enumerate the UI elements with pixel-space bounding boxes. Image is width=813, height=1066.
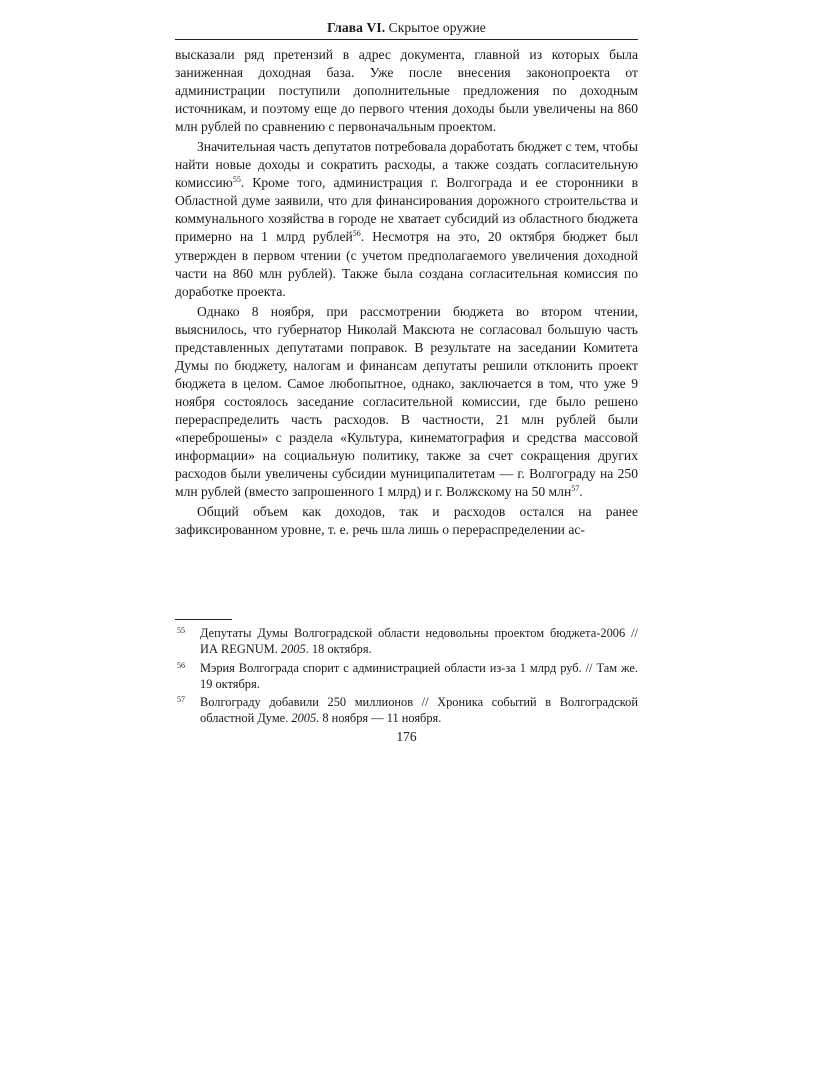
text-segment: . Кроме того, администрация г. Волгограда и ее сторонники в Областной думе заявили, что для финансирования дорожного строительства и коммунального хозяйства в городе не хватает субсидий из областного бюджета примерно на 1 млрд рублей xyxy=(175,175,638,245)
footnote-text: . 18 октября. xyxy=(305,642,372,657)
paragraph-4 xyxy=(175,503,638,539)
footnote-56 xyxy=(175,660,638,693)
footnote-rule xyxy=(175,619,232,620)
footnote-text: Волгограду добавили 250 миллионов // Хроника событий в Волгоградской областной Думе. xyxy=(200,695,638,726)
footnote-year: 2005 xyxy=(291,711,317,726)
footnote-55 xyxy=(175,625,638,658)
paragraph-3 xyxy=(175,303,638,502)
footnote-57 xyxy=(175,694,638,727)
footnote-number: 57 xyxy=(177,695,185,705)
footnote-text: Депутаты Думы Волгоградской области недовольны проектом бюджета-2006 // ИА REGNUM. xyxy=(200,626,638,657)
text-segment: . xyxy=(579,484,583,500)
footnote-ref-55: 55 xyxy=(232,175,241,185)
footnote-ref-57: 57 xyxy=(571,484,580,494)
footnote-year: 2005 xyxy=(280,642,306,657)
footnote-text: Мэрия Волгограда спорит с администрацией области из-за 1 млрд руб. // Там же. 19 октября. xyxy=(200,660,638,691)
footnote-number: 55 xyxy=(177,626,185,635)
footnote-text: . 8 ноября — 11 ноября. xyxy=(316,711,442,726)
paragraph-1: высказали ряд претензий в адрес документа, главной из которых была заниженная доходная база. Уже после внесения законопроекта от администрации поступили дополнительные предложения по доходным источникам, и поэтому еще до первого чтения доходы были увеличены на 860 млн рублей по сравнению с первоначальным проектом. xyxy=(175,47,638,135)
text-segment: . Несмотря на это, 20 октября бюджет был утвержден в первом чтении (с учетом предполагаемого увеличения доходной части на 860 млн рублей). Также была создана согласительная комиссия по доработке проекта. xyxy=(175,229,639,299)
chapter-number: Глава VI. xyxy=(327,20,386,35)
text-segment: Однако 8 ноября, при рассмотрении бюджета во втором чтении, выяснилось, что губернатор Николай Максюта не согласовал большую часть представленных депутатами поправок. В результате на заседании Комитета Думы по бюджету, налогам и финансам депутаты решили отклонить проект бюджета в целом. Самое любопытное, однако, заключается в том, что уже 9 ноября состоялось заседание согласительной комиссии, где было решено перераспределить часть расходов. В частности, 21 млн рублей были «переброшены» с раздела «Культура, кинематография и средства массовой информации» на социальную политику, также за счет сокращения других расходов были увеличены субсидии муниципалитетам — г. Волгограду на 250 млн рублей (вместо запрошенного 1 млрд) и г. Волжскому на 50 млн xyxy=(175,303,638,500)
page-number: 176 xyxy=(396,729,417,744)
footnote-number: 56 xyxy=(177,660,185,670)
chapter-title: Скрытое оружие xyxy=(388,20,486,35)
running-head xyxy=(175,20,638,36)
text-segment: Общий объем как доходов, так и расходов остался на ранее зафиксированном уровне, т. е. речь шла лишь о перераспределении ас- xyxy=(175,504,638,538)
body-text xyxy=(175,46,638,541)
paragraph-2 xyxy=(175,138,638,300)
header-rule xyxy=(175,39,638,40)
footnote-ref-56: 56 xyxy=(352,229,361,239)
footnotes xyxy=(175,625,638,729)
text-segment: Значительная часть депутатов потребовала доработать бюджет с тем, чтобы найти новые доходы и сократить расходы, а также создать согласительную комиссию xyxy=(175,139,638,191)
